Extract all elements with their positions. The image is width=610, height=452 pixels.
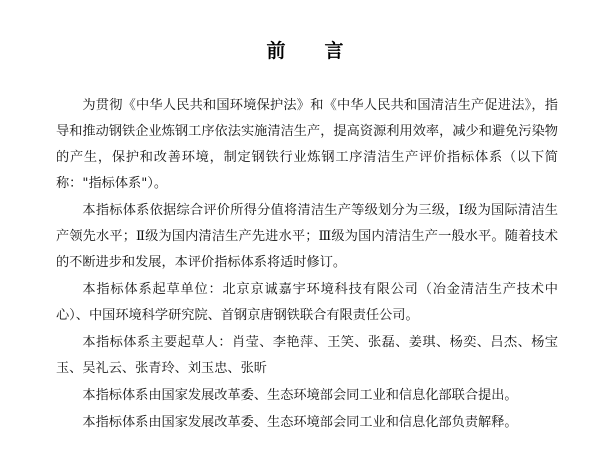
paragraph-3: 本指标体系起草单位：北京京诚嘉宇环境科技有限公司（冶金清洁生产技术中心）、中国环境科学研究院、首钢京唐钢铁联合有限责任公司。: [56, 282, 558, 323]
paragraph-1: 为贯彻《中华人民共和国环境保护法》和《中华人民共和国清洁生产促进法》，指导和推动钢铁企业炼钢工序依法实施清洁生产，提高资源利用效率，减少和避免污染物的产生，保护和改善环境，制定钢铁行业炼钢工序清洁生产评价指标体系（以下简称："指标体系"）。: [56, 98, 558, 191]
paragraph-2: 本指标体系依据综合评价所得分值将清洁生产等级划分为三级，Ⅰ级为国际清洁生产领先水平；Ⅱ级为国内清洁生产先进水平；Ⅲ级为国内清洁生产一般水平。随着技术的不断进步和发展，本评价指标体系将适时修订。: [56, 203, 558, 270]
page-title: 前 言: [266, 40, 354, 62]
paragraph-5: 本指标体系由国家发展改革委、生态环境部会同工业和信息化部联合提出。: [82, 388, 518, 403]
document-body: [0, 93, 610, 436]
paragraph-6: 本指标体系由国家发展改革委、生态环境部会同工业和信息化部负责解释。: [82, 415, 518, 430]
paragraph-4: 本指标体系主要起草人：肖莹、李艳萍、王笑、张磊、姜琪、杨奕、吕杰、杨宝玉、吴礼云、张青玲、刘玉忠、张昕: [56, 335, 558, 376]
